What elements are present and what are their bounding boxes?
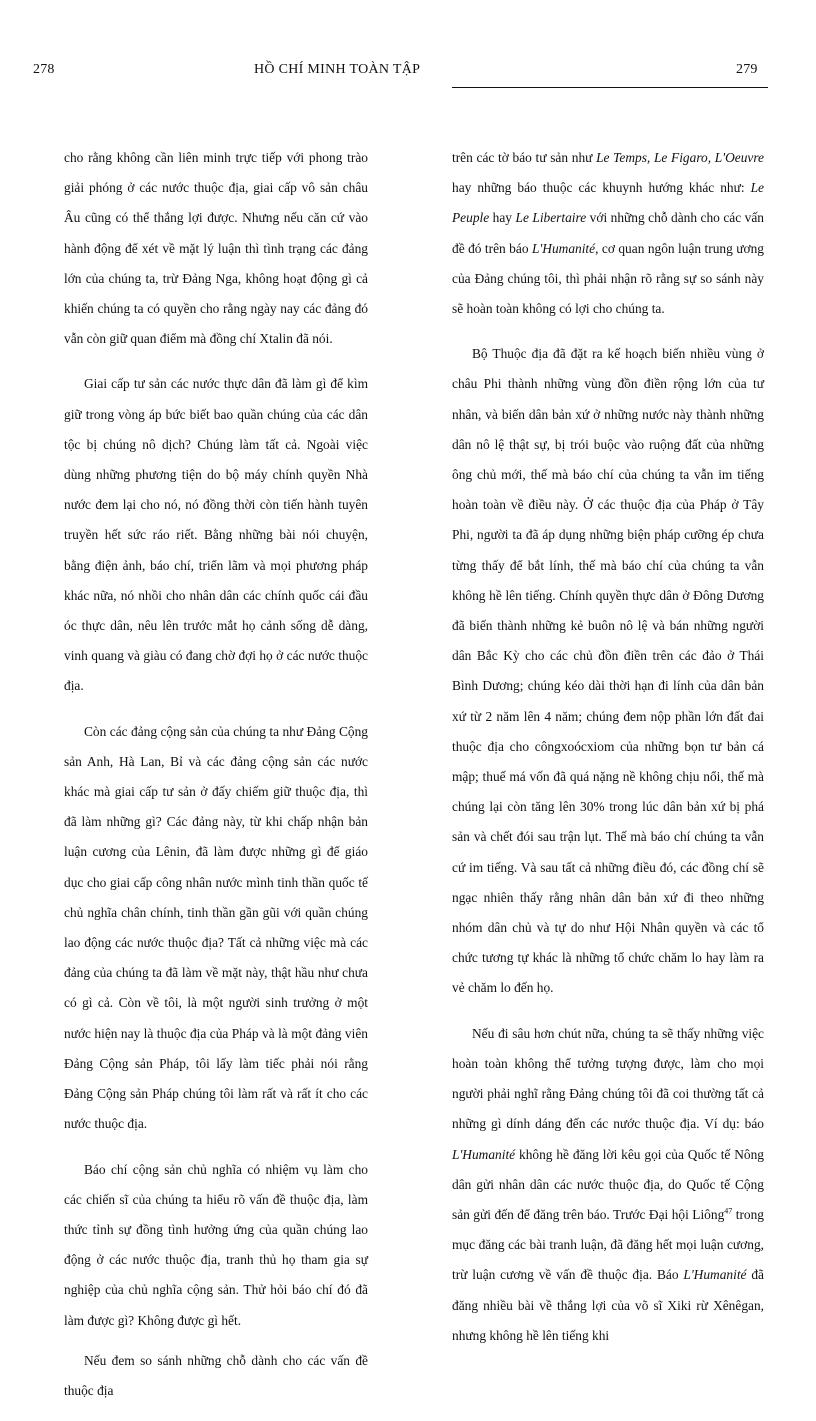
header-rule xyxy=(452,87,768,88)
text-run: Nếu đi sâu hơn chút nữa, chúng ta sẽ thấy những việc hoàn toàn không thể tưởng tượng được, làm cho mọi người phải nghĩ rằng Đảng chúng tôi đã coi thường tất cả những gì dính dáng đến các nước thuộc địa. Ví dụ: báo xyxy=(452,1025,764,1132)
newspaper-title: Le Peuple xyxy=(452,180,764,226)
paragraph: Còn các đảng cộng sản của chúng ta như Đảng Cộng sản Anh, Hà Lan, Bỉ và các đảng cộng sản các nước khác mà giai cấp tư sản ở đấy chiếm giữ thuộc địa, thì đã làm những gì? Các đảng này, từ khi chấp nhận bản luận cương của Lênin, đã làm được những gì để giáo dục cho giai cấp công nhân nước mình tinh thần quốc tế chủ nghĩa chân chính, tinh thần gần gũi với quần chúng lao động các nước thuộc địa? Tất cả những việc mà các đảng của chúng ta đã làm về mặt này, thật hầu như chưa có gì cả. Còn về tôi, là một người sinh trưởng ở một nước hiện nay là thuộc địa của Pháp và là một đảng viên Đảng Cộng sản Pháp, tôi lấy làm tiếc phải nói rằng Đảng Cộng sản Pháp chúng tôi làm rất và rất ít cho các nước thuộc địa. xyxy=(64,723,368,1132)
paragraph: cho rằng không cần liên minh trực tiếp với phong trào giải phóng ở các nước thuộc địa, giai cấp vô sản châu Âu cũng có thể thắng lợi được. Nhưng nếu căn cứ vào hành động để xét về mặt lý luận thì tình trạng các đảng lớn của chúng ta, trừ Đảng Nga, không hoạt động gì cả khiến chúng ta có quyền cho rằng ngày nay các đảng đó vẫn còn giữ quan điểm mà đồng chí Xtalin đã nói. xyxy=(64,150,368,347)
page-number-left: 278 xyxy=(33,62,55,77)
text-run: trong mục đăng các bài tranh luận, đã đăng hết mọi luận cương, trừ luận cương về vấn đề thuộc địa. Báo xyxy=(452,1206,764,1283)
text-run: hay xyxy=(489,210,516,226)
newspaper-title: L'Humanité xyxy=(452,1146,516,1162)
text-run: hay những báo thuộc các khuynh hướng khác như: xyxy=(452,180,751,196)
newspaper-title: L'Humanité xyxy=(531,240,596,256)
newspaper-title: L'Humanité xyxy=(683,1267,747,1283)
text-run: trên các tờ báo tư sản như xyxy=(452,150,597,165)
text-run: với những chỗ dành cho các vấn đề đó trên báo xyxy=(452,210,764,256)
text-run: , cơ quan ngôn luận trung ương của Đảng chúng tôi, thì phải nhận rõ rằng sự so sánh này sẽ hoàn toàn không có lợi cho chúng ta. xyxy=(452,240,764,317)
paragraph: Bộ Thuộc địa đã đặt ra kế hoạch biến nhiều vùng ở châu Phi thành những vùng đồn điền rộng lớn của tư nhân, và biến dân bản xứ ở những nước này thành những dân nô lệ thật sự, bị trói buộc vào ruộng đất của những ông chủ mới, thế mà báo chí của chúng ta vẫn im tiếng hoàn toàn về điều này. Ở các thuộc địa của Pháp ở Tây Phi, người ta đã áp dụng những biện pháp cưỡng ép chưa từng thấy để bắt lính, thế mà báo chí của chúng ta vẫn không hề lên tiếng. Chính quyền thực dân ở Đông Dương đã biến thành những kẻ buôn nô lệ và bán những người dân Bắc Kỳ cho các chủ đồn điền trên các đảo ở Thái Bình Dương; chúng kéo dài thời hạn đi lính của dân bản xứ từ 2 năm lên 4 năm; chúng đem nộp phần lớn đất đai thuộc địa cho côngxoócxiom của những bọn tư bản cá mập; thuế má vốn đã quá nặng nề không chịu nổi, thế mà chúng lại còn tăng lên 30% trong lúc dân bản xứ bị phá sản và chết đói sau trận lụt. Thế mà báo chí chúng ta vẫn cứ im tiếng. Và sau tất cả những điều đó, các đồng chí sẽ ngạc nhiên thấy rằng nhân dân bản xứ đi theo những nhóm dân chủ và tự do như Hội Nhân quyền và các tổ chức tương tự khác là những tổ chức chăm lo hay làm ra vẻ chăm lo đến họ. xyxy=(452,346,764,996)
right-column xyxy=(452,143,764,1366)
text-run: không hề đăng lời kêu gọi của Quốc tế Nông dân gửi nhân dân các nước thuộc địa, do Quốc tế Cộng sản gửi đến để đăng trên báo. Trước Đại hội Liông xyxy=(452,1146,764,1222)
newspaper-title: Le Temps, Le Figaro, L'Oeuvre xyxy=(596,150,764,165)
paragraph: Giai cấp tư sản các nước thực dân đã làm gì để kìm giữ trong vòng áp bức biết bao quần chúng của các dân tộc bị chúng nô dịch? Chúng làm tất cả. Ngoài việc dùng những phương tiện do bộ máy chính quyền Nhà nước đem lại cho nó, nó đồng thời còn tiến hành tuyên truyền hết sức ráo riết. Bằng những bài nói chuyện, bằng điện ảnh, báo chí, triển lãm và mọi phương pháp khác nữa, nó nhồi cho nhân dân các chính quốc cái đầu óc thực dân, nêu lên trước mắt họ cảnh sống dễ dàng, vinh quang và giàu có đang chờ đợi họ ở các nước thuộc địa. xyxy=(64,376,368,694)
page-number-right: 279 xyxy=(736,62,758,77)
newspaper-title: Le Libertaire xyxy=(515,210,587,226)
paragraph xyxy=(452,1019,764,1351)
paragraph xyxy=(452,143,764,324)
paragraph: Nếu đem so sánh những chỗ dành cho các vấn đề thuộc địa xyxy=(64,1352,368,1398)
footnote-marker: 47 xyxy=(724,1206,733,1216)
left-column xyxy=(64,143,368,1421)
text-run: đã đăng nhiều bài về thắng lợi của võ sĩ Xiki rừ Xênêgan, nhưng không hề lên tiếng khi xyxy=(452,1267,764,1343)
running-title: HỒ CHÍ MINH TOÀN TẬP xyxy=(254,62,421,77)
paragraph: Báo chí cộng sản chủ nghĩa có nhiệm vụ làm cho các chiến sĩ của chúng ta hiểu rõ vấn đề thuộc địa, làm thức tỉnh sự đồng tình hưởng ứng của quần chúng lao động ở các nước thuộc địa, tranh thủ họ tham gia sự nghiệp của chủ nghĩa cộng sản. Thử hỏi báo chí đó đã làm được gì? Không được gì hết. xyxy=(64,1161,368,1328)
